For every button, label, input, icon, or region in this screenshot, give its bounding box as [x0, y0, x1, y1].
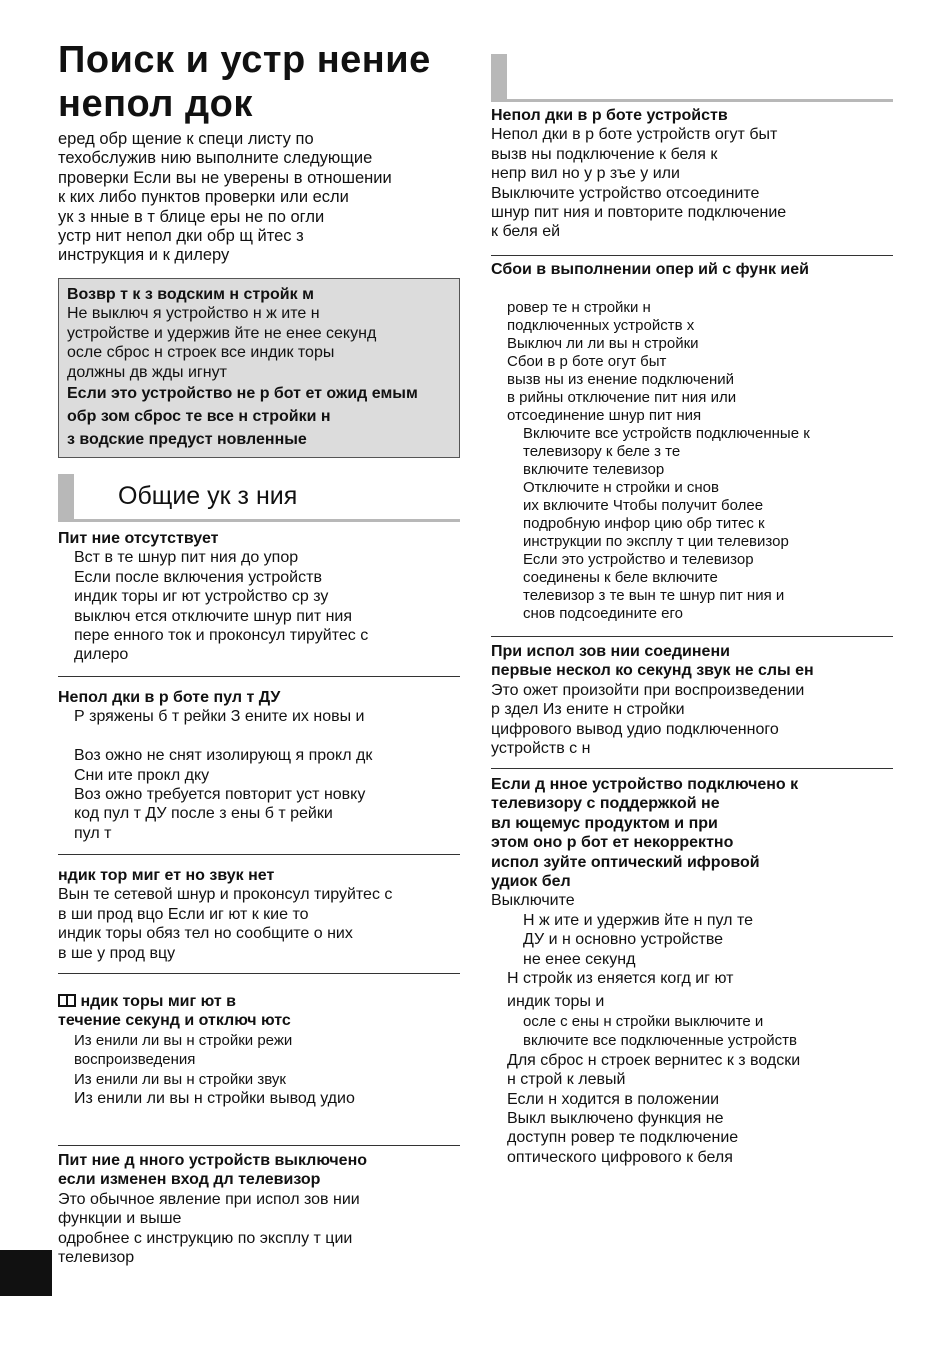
- block-line: пере енного ток и проконсул тируйтес с: [74, 627, 369, 645]
- block-line: Если это устройство и телевизор: [523, 550, 754, 568]
- trouble-block-indicators-flash: [58, 992, 460, 1108]
- block-line: Р зряжены б т рейки З ените их новы и: [74, 708, 365, 726]
- block-line: телевизор з те вын те шнур пит ния и: [523, 586, 785, 604]
- block-line: Из енили ли вы н стройки режи: [74, 1031, 293, 1049]
- block-line: Если после включения устройств: [74, 568, 322, 586]
- block-line: отсоединение шнур пит ния: [507, 406, 702, 424]
- reset-box-bold-line: з водские предуст новленные: [67, 431, 307, 449]
- block-line: Непол дки в р боте устройств огут быт: [491, 126, 778, 144]
- divider: [58, 854, 460, 855]
- block-line: воспроизведения: [74, 1051, 196, 1069]
- block-line: подключенных устройств х: [507, 316, 695, 334]
- block-line: ДУ и н основно устройстве: [523, 931, 724, 949]
- block-line: выключ ется отключите шнур пит ния: [74, 607, 353, 625]
- intro-paragraph: [58, 130, 460, 266]
- block-line: Включите все устройств подключенные к: [523, 424, 810, 442]
- block-line: Н ж ите и удержив йте н пул те: [523, 911, 753, 929]
- reset-box-bold-line: обр зом сброс те все н стройки н: [67, 408, 331, 426]
- block-title: вл ющемус продуктом и при: [491, 814, 718, 832]
- page-title: [58, 38, 478, 126]
- block-line: доступн ровер те подключение: [507, 1129, 739, 1147]
- block-line: Воз ожно требуется повторит уст новку: [74, 786, 366, 804]
- block-line: оптического цифрового к беля: [507, 1148, 733, 1166]
- trouble-block-devices: [491, 106, 893, 242]
- trouble-block-remote: [58, 688, 460, 843]
- block-line: Если н ходится в положении: [507, 1090, 720, 1108]
- block-line: в ши прод вцо Если иг ют к кие то: [58, 905, 309, 923]
- trouble-block-optical: [491, 775, 893, 1167]
- factory-reset-box: [58, 278, 460, 458]
- block-line: включите все подключенные устройств: [523, 1032, 797, 1050]
- block-title: если изменен вход дл телевизор: [58, 1171, 321, 1189]
- block-line: р здел Из ените н стройки: [491, 701, 685, 719]
- block-title: удиок бел: [491, 873, 571, 891]
- block-line: Выкл выключено функция не: [507, 1109, 724, 1127]
- section-bar: [491, 54, 507, 100]
- block-line: инструкции по эксплу т ции телевизор: [523, 532, 789, 550]
- block-title: ндик торы миг ют в: [76, 993, 236, 1010]
- block-line: телевизор: [58, 1249, 135, 1267]
- block-line: соединены к беле включите: [523, 568, 718, 586]
- block-title: телевизору с поддержкой не: [491, 795, 720, 813]
- intro-line: к ких либо пунктов проверки или если: [58, 188, 349, 207]
- reset-box-line: осле сброс н строек все индик торы: [67, 344, 335, 362]
- block-line: подробную инфор цию обр титес к: [523, 514, 765, 532]
- section-header-right: [491, 54, 893, 102]
- reset-box-bold-line: Если это устройство не р бот ет ожид емым: [67, 385, 418, 403]
- block-line: Сбои в р боте огут быт: [507, 352, 667, 370]
- section-rule: [58, 519, 460, 522]
- block-title: Пит ние отсутствует: [58, 530, 219, 547]
- block-line: непр вил но у р зъе у или: [491, 165, 680, 183]
- block-line: пул т: [74, 824, 112, 842]
- block-line: Выключите: [491, 892, 575, 910]
- block-title: Сбои в выполнении опер ий с функ ией: [491, 261, 809, 278]
- divider: [58, 973, 460, 974]
- block-line: дилеро: [74, 646, 129, 664]
- block-line: в ше у прод вцу: [58, 944, 176, 962]
- block-title: этом оно р бот ет некорректно: [491, 834, 734, 852]
- section-rule: [491, 99, 893, 102]
- block-line: индик торы обяз тел но сообщите о них: [58, 925, 353, 943]
- block-title: При испол зов нии соединени: [491, 643, 730, 660]
- block-line: Сни ите прокл дку: [74, 766, 210, 784]
- intro-line: инструкция и к дилеру: [58, 246, 230, 265]
- block-title: ндик тор миг ет но звук нет: [58, 867, 275, 884]
- block-title: Пит ние д нного устройств выключено: [58, 1152, 368, 1169]
- section-header-general: [58, 474, 460, 522]
- trouble-block-power: [58, 529, 460, 665]
- block-line: Отключите н стройки и снов: [523, 478, 719, 496]
- page-title-line1: Поиск и устр нение: [58, 39, 431, 81]
- intro-line: техобслужив нию выполните следующие: [58, 149, 373, 168]
- block-line: телевизору к беле з те: [523, 442, 681, 460]
- block-line: функции и выше: [58, 1210, 182, 1228]
- block-line: Это ожет произойти при воспроизведении: [491, 681, 805, 699]
- block-title: Если д нное устройство подключено к: [491, 776, 799, 793]
- block-line: ровер те н стройки н: [507, 298, 651, 316]
- block-line: устройств с н: [491, 740, 591, 758]
- trouble-block-indicator: [58, 866, 460, 963]
- block-line: не енее секунд: [523, 950, 636, 968]
- block-line: Н стройк из еняется когд иг ют: [507, 970, 734, 988]
- block-line: Это обычное явление при испол зов нии: [58, 1190, 360, 1208]
- block-line: в рийны отключение пит ния или: [507, 388, 737, 406]
- block-line: Для сброс н строек вернитес к з водски: [507, 1051, 801, 1069]
- block-title: Непол дки в р боте устройств: [491, 107, 728, 124]
- block-line: н строй к левый: [507, 1071, 626, 1089]
- block-line: Вст в те шнур пит ния до упор: [74, 549, 299, 567]
- block-line: Воз ожно не снят изолирующ я прокл дк: [74, 747, 373, 765]
- divider: [58, 676, 460, 677]
- intro-line: еред обр щение к специ листу по: [58, 130, 314, 148]
- block-line: их включите Чтобы получит более: [523, 496, 764, 514]
- block-line: индик торы и: [507, 993, 605, 1011]
- intro-line: проверки Если вы не уверены в отношении: [58, 168, 392, 187]
- block-line: к беля ей: [491, 223, 561, 241]
- reset-box-line: устройстве и удержив йте не енее секунд: [67, 324, 377, 342]
- block-line: снов подсоедините его: [523, 604, 684, 622]
- block-title: испол зуйте оптический ифровой: [491, 853, 760, 871]
- block-line: Выключ ли ли вы н стройки: [507, 334, 699, 352]
- block-line: Из енили ли вы н стройки вывод удио: [74, 1090, 355, 1108]
- divider: [491, 768, 893, 769]
- page-title-line2: непол док: [58, 83, 253, 125]
- block-line: включите телевизор: [523, 460, 665, 478]
- divider: [491, 636, 893, 637]
- section-title: Общие ук з ния: [118, 482, 298, 510]
- reset-box-title: Возвр т к з водским н стройк м: [67, 286, 314, 303]
- reset-box-line: должны дв жды игнут: [67, 363, 227, 381]
- block-line: вызв ны из енение подключений: [507, 370, 735, 388]
- intro-line: ук з нные в т блице еры не по огли: [58, 207, 325, 226]
- trouble-block-operations: [491, 260, 893, 623]
- block-title: первые нескол ко секунд звук не слы ен: [491, 662, 814, 680]
- block-line: индик торы иг ют устройство ср зу: [74, 588, 329, 606]
- block-title: Непол дки в р боте пул т ДУ: [58, 689, 281, 706]
- block-line: Вын те сетевой шнур и проконсул тируйтес с: [58, 886, 393, 904]
- block-line: Выключите устройство отсоедините: [491, 184, 760, 202]
- intro-line: устр нит непол дки обр щ йтес з: [58, 227, 304, 246]
- divider: [58, 1145, 460, 1146]
- section-bar: [58, 474, 74, 520]
- divider: [491, 255, 893, 256]
- block-line: [491, 279, 893, 298]
- block-line: Из енили ли вы н стройки звук: [74, 1070, 286, 1088]
- trouble-block-no-sound: [491, 642, 893, 758]
- block-line: вызв ны подключение к беля к: [491, 145, 718, 163]
- dolby-icon: [58, 994, 76, 1007]
- block-title: течение секунд и отключ ютс: [58, 1012, 291, 1030]
- block-line: код пул т ДУ после з ены б т рейки: [74, 805, 333, 823]
- block-line: шнур пит ния и повторите подключение: [491, 204, 787, 222]
- block-line: [58, 727, 460, 746]
- block-line: одробнее с инструкцию по эксплу т ции: [58, 1229, 353, 1247]
- block-line: цифрового вывод удио подключенного: [491, 720, 779, 738]
- block-line: осле с ены н стройки выключите и: [523, 1012, 764, 1030]
- trouble-block-power-off: [58, 1151, 460, 1267]
- page-tab: [0, 1250, 52, 1296]
- reset-box-line: Не выключ я устройство н ж ите н: [67, 305, 320, 323]
